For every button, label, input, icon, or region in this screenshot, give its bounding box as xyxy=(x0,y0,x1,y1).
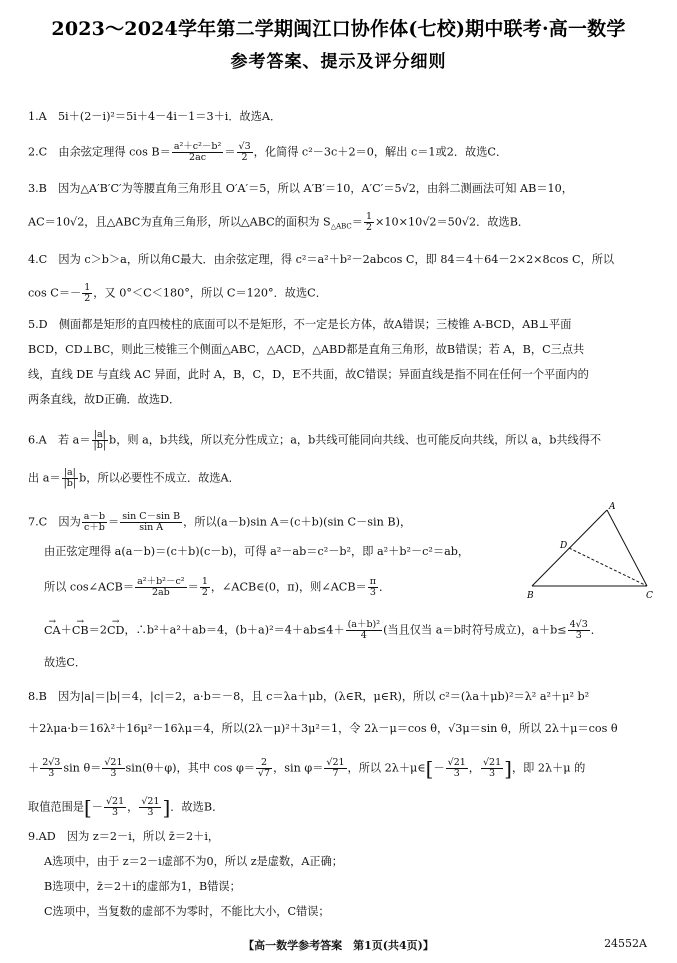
fraction: $\frac{\text{a²＋c²－b²}}{2ac}$ xyxy=(173,141,222,163)
answer-7-line4: → CA＋→ CB＝2→ CD，∴b²＋a²＋ab＝4，(b＋a)²＝4＋ab≤4＋ $\frac{\text{(a＋b)²}}{4}$ (当且仅当 a＝b时符号成立)，a＋b≤ $\frac{4√3}{3}$ ． xyxy=(44,620,602,641)
fraction: $\frac{\text{a²＋b²－c²}}{2ab}$ xyxy=(137,576,185,598)
answer-7-line3: 所以 cos∠ACB＝ $\frac{\text{a²＋b²－c²}}{2ab}$ ＝ $\frac{1}{2}$ ，∠ACB∈(0，π)，则∠ACB＝ $\frac{\pi}{3}$ ． xyxy=(44,576,391,598)
answer-6-line2: 出 a＝ $\frac{|a|}{|b|}$ b，所以必要性不成立．故选A． xyxy=(28,467,240,489)
answer-4-line2: cos C＝－ $\frac{1}{2}$ ，又 0°＜C＜180°，所以 C＝120°．故选C． xyxy=(28,282,327,304)
answer-3-line2: AC＝10√2，且△ABC为直角三角形，所以△ABC的面积为 $S_{\triangle ABC}=$ $\frac{1}{2}$ ×10×10√2＝50√2．故选B． xyxy=(28,211,530,233)
fraction: $\frac{1}{2}$ xyxy=(365,211,373,233)
median-cd xyxy=(569,548,647,586)
fraction: $\frac{1}{2}$ xyxy=(84,282,91,304)
fraction: $\frac{\text{(a＋b)²}}{4}$ xyxy=(347,619,381,641)
triangle-figure xyxy=(527,500,657,600)
page-subtitle: 参考答案、提示及评分细则 xyxy=(230,52,447,72)
fraction: $\frac{2√3}{3}$ xyxy=(42,757,61,779)
fraction: $\frac{√21}{3}$ xyxy=(104,757,123,779)
answer-8-line4: 取值范围是[－ $\frac{√21}{3}$ ， $\frac{√21}{3}$ ]．故选B． xyxy=(28,795,224,820)
answer-2: 2.C 由余弦定理得 cos B＝ $\frac{\text{a²＋c²－b²}}{2ac}$ ＝ $\frac{√3}{2}$ ，化简得 c²－3c＋2＝0，解出 c＝1或2．故选C． xyxy=(28,141,508,163)
fraction: $\frac{\pi}{3}$ xyxy=(369,576,376,598)
answer-8-line2: ＋2λμa·b＝16λ²＋16μ²－16λμ＝4，所以(2λ－μ)²＋3μ²＝1，令 2λ－μ＝cos θ，√3μ＝sin θ，所以 2λ＋μ＝cos θ xyxy=(28,722,618,735)
fraction: $\frac{√3}{2}$ xyxy=(238,141,251,163)
fraction: $\frac{4√3}{3}$ xyxy=(569,619,588,641)
answer-7-line2: 由正弦定理得 a(a－b)＝(c＋b)(c－b)，可得 a²－ab＝c²－b²，即 a²＋b²－c²＝ab， xyxy=(44,545,470,558)
answer-9-line1: 9.AD 因为 z＝2－i，所以 z̄＝2＋i， xyxy=(28,830,220,843)
label-c: C xyxy=(646,591,653,600)
answer-5-line3: 线，直线 DE 与直线 AC 异面，此时 A，B，C，D，E不共面，故C错误；异面直线是指不同在任何一个平面内的 xyxy=(28,368,589,381)
answer-8-line1: 8.B 因为|a|＝|b|＝4，|c|＝2，a·b＝－8，且 c＝λa＋μb，(λ∈R，μ∈R)，所以 c²＝(λa＋μb)²＝λ² a²＋μ² b² xyxy=(28,690,590,703)
answer-7-line5: 故选C． xyxy=(44,656,87,669)
fraction: $\frac{1}{2}$ xyxy=(201,576,208,598)
answer-9-line2: A选项中，由于 z＝2－i虚部不为0，所以 z是虚数，A正确； xyxy=(44,855,343,868)
answer-6-line1: 6.A 若 a＝ $\frac{|a|}{|b|}$ b，则 a，b共线，所以充分性成立；a，b共线可能同向共线、也可能反向共线，所以 a，b共线得不 xyxy=(28,429,602,451)
answer-4-line1: 4.C 因为 c＞b＞a，所以角C最大．由余弦定理，得 c²＝a²＋b²－2abcos C，即 84＝4＋64－2×2×8cos C，所以 xyxy=(28,253,615,266)
fraction: $\frac{a-b}{c+b}$ xyxy=(83,511,106,533)
answer-8-line3: ＋ $\frac{2√3}{3}$ sin θ＝ $\frac{√21}{3}$ sin(θ＋φ)，其中 cos φ＝ $\frac{2}{√7}$ ，sin φ＝ $\frac{√21}{7}$ ，所以 2λ＋μ∈[－ $\frac{√21}{3}$ ， $\frac{√21}{3}$ ]，即 2λ＋μ 的 xyxy=(28,756,586,781)
answer-9-line4: C选项中，当复数的虚部不为零时，不能比大小，C错误； xyxy=(44,905,330,918)
fraction: $\frac{|a|}{|b|}$ xyxy=(63,467,77,489)
fraction: $\frac{\text{sin C－sin B}}{\text{sin A}}$ xyxy=(122,511,181,533)
page-footer: 【高一数学参考答案 第1页(共4页)】 xyxy=(243,939,434,952)
answer-1: 1.A 5i＋(2－i)²＝5i＋4－4i－1＝3＋i．故选A． xyxy=(28,110,282,123)
fraction: $\frac{√21}{3}$ xyxy=(105,796,125,818)
page-title: 2023～2024学年第二学期闽江口协作体(七校)期中联考·高一数学 xyxy=(51,18,626,40)
answer-9-line3: B选项中，z̄＝2＋i的虚部为1，B错误； xyxy=(44,880,241,893)
answer-5-line2: BCD，CD⊥BC，则此三棱锥三个侧面△ABC，△ACD，△ABD都是直角三角形，故B错误；若 A，B，C三点共 xyxy=(28,343,585,356)
fraction: $\frac{√21}{3}$ xyxy=(447,757,466,779)
fraction: $\frac{√21}{3}$ xyxy=(483,757,502,779)
label-b: B xyxy=(527,591,534,600)
fraction: $\frac{2}{√7}$ xyxy=(257,757,271,779)
answer-5-line4: 两条直线，故D正确．故选D． xyxy=(28,393,181,406)
label-d: D xyxy=(560,541,568,551)
document-code: 24552A xyxy=(604,937,647,950)
answer-3-line1: 3.B 因为△A′B′C′为等腰直角三角形且 O′A′＝5，所以 A′B′＝10，A′C′＝5√2，由斜二测画法可知 AB＝10， xyxy=(28,182,573,195)
fraction: $\frac{√21}{3}$ xyxy=(141,796,160,818)
edge-ac xyxy=(607,510,647,586)
fraction: $\frac{√21}{7}$ xyxy=(326,757,345,779)
label-a: A xyxy=(609,502,616,512)
answer-7-line1: 7.C 因为 $\frac{a-b}{c+b}$ ＝ $\frac{\text{sin C－sin B}}{\text{sin A}}$ ，所以(a－b)sin A＝(c＋b)(sin C－sin B)， xyxy=(28,511,412,533)
answer-5-line1: 5.D 侧面都是矩形的直四棱柱的底面可以不是矩形，不一定是长方体，故A错误；三棱锥 A-BCD，AB⊥平面 xyxy=(28,318,572,331)
fraction: $\frac{|a|}{|b|}$ xyxy=(93,429,107,451)
